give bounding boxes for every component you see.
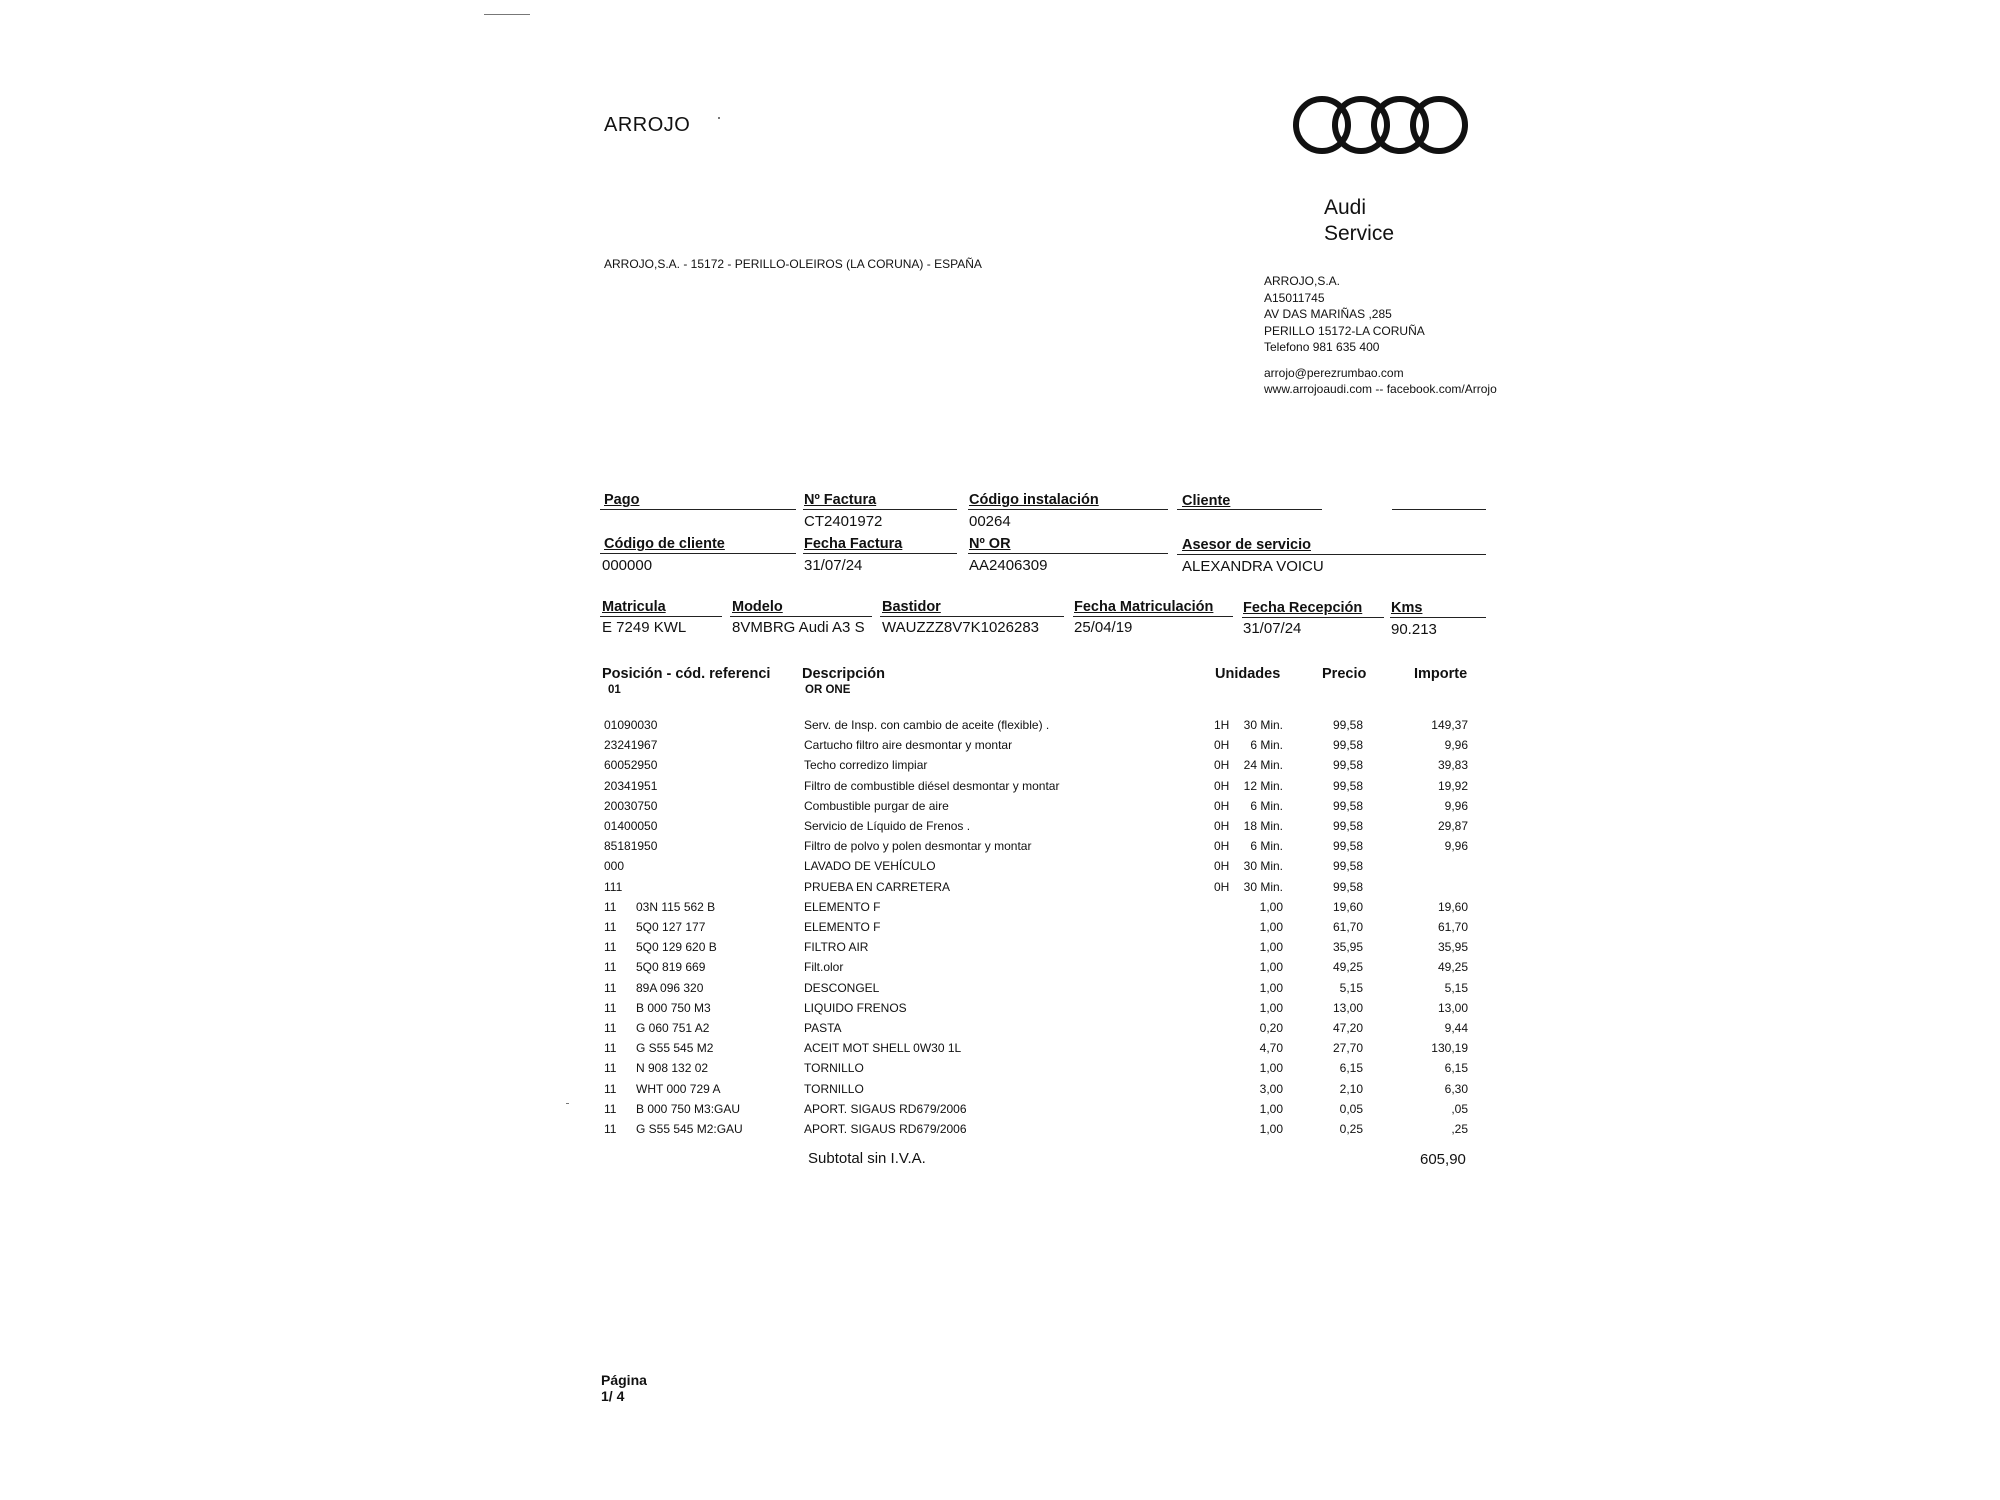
cell-time: 3,00 [1259,1081,1283,1096]
cell-amount: 19,60 [1437,899,1468,914]
rule [968,509,1168,510]
cell-amount: 19,92 [1437,778,1468,793]
page-label: Página [601,1372,647,1388]
cell-pos: 11 [604,899,617,914]
modelo-value: 8VMBRG Audi A3 S [732,619,865,636]
rule [600,509,796,510]
cell-desc: ACEIT MOT SHELL 0W30 1L [804,1041,962,1056]
asesor-value: ALEXANDRA VOICU [1182,558,1324,575]
contact-email: arrojo@perezrumbao.com [1264,365,1404,380]
cell-price: 99,58 [1332,758,1363,773]
table-row [0,799,2000,819]
cell-amount: 5,15 [1444,980,1468,995]
cell-desc: Servicio de Líquido de Frenos . [804,819,971,833]
cell-pos: 11 [604,960,617,975]
cell-amount: 130,19 [1431,1041,1468,1056]
cell-price: 99,58 [1332,718,1363,732]
cell-price: 99,58 [1332,819,1363,833]
cell-desc: ELEMENTO F [804,920,881,934]
fecha-recepcion-label: Fecha Recepción [1243,600,1363,616]
cell-price: 99,58 [1332,798,1363,813]
cell-desc: LIQUIDO FRENOS [804,1000,907,1015]
dealer-contact [1264,273,1497,398]
instalacion-label: Código instalación [969,492,1099,508]
company-address-line: ARROJO,S.A. - 15172 - PERILLO-OLEIROS (LA CORUNA) - ESPAÑA [604,257,982,271]
cell-ref: N 908 132 02 [636,1061,709,1076]
cell-desc: ELEMENTO F [804,899,881,914]
cell-ref: 5Q0 129 620 B [636,940,717,955]
cell-time: 1,00 [1259,940,1283,955]
table-row [0,940,2000,960]
cell-pos: 20030750 [604,798,658,813]
col-importe-header: Importe [1414,666,1468,682]
cell-pos: 60052950 [604,758,658,773]
or-label: Nº OR [969,536,1011,552]
cell-time: 1,00 [1259,920,1283,934]
fecha-recepcion-value: 31/07/24 [1243,620,1302,637]
cell-price: 61,70 [1332,920,1363,934]
scan-mark [718,117,720,119]
cell-pos: 85181950 [604,839,658,854]
cell-time: 30 Min. [1243,879,1283,894]
cell-desc: TORNILLO [804,1061,864,1076]
cell-desc: APORT. SIGAUS RD679/2006 [804,1101,967,1116]
table-row [0,1041,2000,1061]
cell-amount: 35,95 [1437,940,1468,955]
cell-desc: Techo corredizo limpiar [804,758,928,773]
cell-ref: 5Q0 819 669 [636,960,706,975]
cell-pos: 11 [604,1122,617,1136]
cell-time: 0,20 [1259,1021,1283,1035]
table-row [0,758,2000,778]
cell-time: 1,00 [1259,980,1283,995]
cell-price: 2,10 [1339,1081,1363,1096]
table-row [0,1082,2000,1102]
cell-desc: FILTRO AIR [804,940,869,955]
cell-pos: 111 [604,879,623,894]
cell-time: 6 Min. [1250,839,1283,854]
table-row [0,819,2000,839]
cell-ref: 03N 115 562 B [636,899,716,914]
cell-price: 13,00 [1332,1000,1363,1015]
cell-desc: APORT. SIGAUS RD679/2006 [804,1122,967,1136]
contact-company: ARROJO,S.A. [1264,274,1341,288]
cell-pos: 11 [604,920,617,934]
page-footer [601,1372,647,1404]
rule [803,509,957,510]
factura-label: Nº Factura [804,492,877,508]
table-row [0,839,2000,859]
audi-rings-logo [1292,93,1470,157]
scan-mark [484,14,530,15]
table-row [0,880,2000,900]
cell-time: 6 Min. [1250,738,1283,753]
cell-amount: 61,70 [1437,920,1468,934]
cell-units: 0H [1214,798,1230,813]
group-code: 01 [608,684,621,696]
or-value: AA2406309 [969,557,1048,574]
cell-amount: 49,25 [1437,960,1468,975]
rule [803,553,957,554]
cell-ref: 5Q0 127 177 [636,920,706,934]
cell-price: 0,25 [1339,1122,1363,1136]
contact-phone: Telefono 981 635 400 [1264,340,1380,354]
cell-amount: 6,30 [1444,1081,1468,1096]
fecha-matriculacion-value: 25/04/19 [1074,619,1133,636]
cell-desc: LAVADO DE VEHÍCULO [804,859,936,874]
cell-desc: PASTA [804,1021,842,1035]
cell-pos: 11 [604,980,617,995]
cell-units: 1H [1214,718,1230,732]
cell-time: 18 Min. [1243,819,1283,833]
fecha-factura-label: Fecha Factura [804,536,903,552]
cell-pos: 11 [604,940,617,955]
cell-amount: 9,96 [1444,798,1468,813]
rule [1392,509,1486,510]
table-row [0,859,2000,879]
matricula-label: Matricula [602,599,666,615]
matricula-value: E 7249 KWL [602,619,687,636]
cell-amount: 149,37 [1431,718,1468,732]
cell-ref: WHT 000 729 A [636,1081,721,1096]
cell-units: 0H [1214,778,1230,793]
cell-pos: 11 [604,1081,617,1096]
brand-subtitle: Service [1324,222,1395,245]
cell-amount: 6,15 [1444,1061,1468,1076]
cell-amount: 29,87 [1437,819,1468,833]
cell-desc: Cartucho filtro aire desmontar y montar [804,738,1013,753]
cell-amount: 9,44 [1444,1021,1468,1035]
contact-street: AV DAS MARIÑAS ,285 [1264,307,1392,321]
rule [600,616,722,617]
cell-time: 30 Min. [1243,718,1283,732]
page-number: 1/ 4 [601,1388,625,1404]
contact-city: PERILLO 15172-LA CORUÑA [1264,323,1425,338]
cell-desc: Filtro de combustible diésel desmontar y montar [804,778,1060,793]
cell-desc: Serv. de Insp. con cambio de aceite (flexible) . [804,718,1050,732]
fecha-factura-value: 31/07/24 [804,557,863,574]
cell-price: 19,60 [1332,899,1363,914]
cell-time: 1,00 [1259,1101,1283,1116]
cell-price: 99,58 [1332,859,1363,874]
factura-value: CT2401972 [804,513,883,530]
cell-units: 0H [1214,839,1230,854]
instalacion-value: 00264 [969,513,1011,530]
cell-pos: 23241967 [604,738,658,753]
cell-pos: 11 [604,1000,617,1015]
col-descripcion-header: Descripción [802,666,885,682]
cell-desc: PRUEBA EN CARRETERA [804,879,951,894]
cell-time: 30 Min. [1243,859,1283,874]
cell-price: 47,20 [1332,1021,1363,1035]
cell-price: 5,15 [1339,980,1363,995]
rule [730,616,872,617]
cell-desc: TORNILLO [804,1081,864,1096]
cell-pos: 11 [604,1021,617,1035]
cell-price: 99,58 [1332,738,1363,753]
cell-pos: 01400050 [604,819,658,833]
group-name: OR ONE [805,684,851,696]
cell-price: 99,58 [1332,879,1363,894]
cell-price: 0,05 [1339,1101,1363,1116]
cell-ref: B 000 750 M3:GAU [636,1101,741,1116]
pago-label: Pago [604,492,640,508]
bastidor-value: WAUZZZ8V7K1026283 [882,619,1040,636]
cell-time: 1,00 [1259,960,1283,975]
cell-ref: G S55 545 M2:GAU [636,1122,743,1136]
table-row [0,718,2000,738]
cliente-label: Cliente [1182,493,1231,509]
cell-pos: 000 [604,859,625,874]
dealer-name: ARROJO [604,114,691,136]
cell-amount: 9,96 [1444,738,1468,753]
cell-time: 12 Min. [1243,778,1283,793]
cell-amount: ,25 [1451,1122,1468,1136]
cell-time: 1,00 [1259,1122,1283,1136]
cell-amount: ,05 [1451,1101,1468,1116]
rule [1177,509,1322,510]
table-row [0,1102,2000,1122]
cell-pos: 11 [604,1041,617,1056]
cell-amount: 39,83 [1437,758,1468,773]
cell-desc: DESCONGEL [804,980,880,995]
subtotal-value: 605,90 [1420,1151,1466,1168]
cell-ref: 89A 096 320 [636,980,704,995]
cell-price: 99,58 [1332,778,1363,793]
asesor-label: Asesor de servicio [1182,537,1311,553]
cell-units: 0H [1214,758,1230,773]
cell-time: 6 Min. [1250,798,1283,813]
cell-desc: Combustible purgar de aire [804,798,949,813]
cell-pos: 20341951 [604,778,658,793]
cell-ref: G S55 545 M2 [636,1041,714,1056]
cell-pos: 11 [604,1101,617,1116]
kms-value: 90.213 [1391,621,1437,638]
cell-time: 1,00 [1259,899,1283,914]
table-row [0,981,2000,1001]
fecha-matriculacion-label: Fecha Matriculación [1074,599,1214,615]
rule [1073,616,1233,617]
table-row [0,920,2000,940]
cell-time: 4,70 [1259,1041,1283,1056]
cell-price: 27,70 [1332,1041,1363,1056]
cell-ref: B 000 750 M3 [636,1000,711,1015]
rule [1390,617,1486,618]
scan-mark [566,1103,569,1104]
brand-block [1324,195,1394,247]
cell-units: 0H [1214,819,1230,833]
cell-desc: Filt.olor [804,960,844,975]
table-row [0,1001,2000,1021]
table-row [0,1061,2000,1081]
cell-time: 1,00 [1259,1061,1283,1076]
brand-name: Audi [1324,196,1367,219]
cell-price: 49,25 [1332,960,1363,975]
cell-price: 99,58 [1332,839,1363,854]
table-row [0,738,2000,758]
rule [968,553,1168,554]
col-posicion-header: Posición - cód. referenci [602,666,771,682]
cell-time: 24 Min. [1243,758,1283,773]
cell-units: 0H [1214,879,1230,894]
cell-pos: 01090030 [604,718,658,732]
cell-price: 35,95 [1332,940,1363,955]
cell-amount: 9,96 [1444,839,1468,854]
cell-price: 6,15 [1339,1061,1363,1076]
contact-web: www.arrojoaudi.com -- facebook.com/Arrojo [1264,382,1497,396]
col-precio-header: Precio [1322,666,1367,682]
table-row [0,1021,2000,1041]
rule [600,553,796,554]
cell-time: 1,00 [1259,1000,1283,1015]
contact-tax-id: A15011745 [1264,290,1325,305]
bastidor-label: Bastidor [882,599,941,615]
codigo-cliente-value: 000000 [602,557,653,574]
cell-amount: 13,00 [1437,1000,1468,1015]
cell-pos: 11 [604,1061,617,1076]
table-row [0,1122,2000,1142]
rule [880,616,1064,617]
table-row [0,779,2000,799]
table-row [0,960,2000,980]
cell-desc: Filtro de polvo y polen desmontar y montar [804,839,1032,854]
cell-ref: G 060 751 A2 [636,1021,710,1035]
col-unidades-header: Unidades [1215,666,1281,682]
rule [1242,617,1384,618]
kms-label: Kms [1391,600,1423,616]
cell-units: 0H [1214,738,1230,753]
modelo-label: Modelo [732,599,783,615]
table-row [0,900,2000,920]
subtotal-label: Subtotal sin I.V.A. [808,1150,926,1167]
rule [1177,554,1486,555]
codigo-cliente-label: Código de cliente [604,536,725,552]
cell-units: 0H [1214,859,1230,874]
